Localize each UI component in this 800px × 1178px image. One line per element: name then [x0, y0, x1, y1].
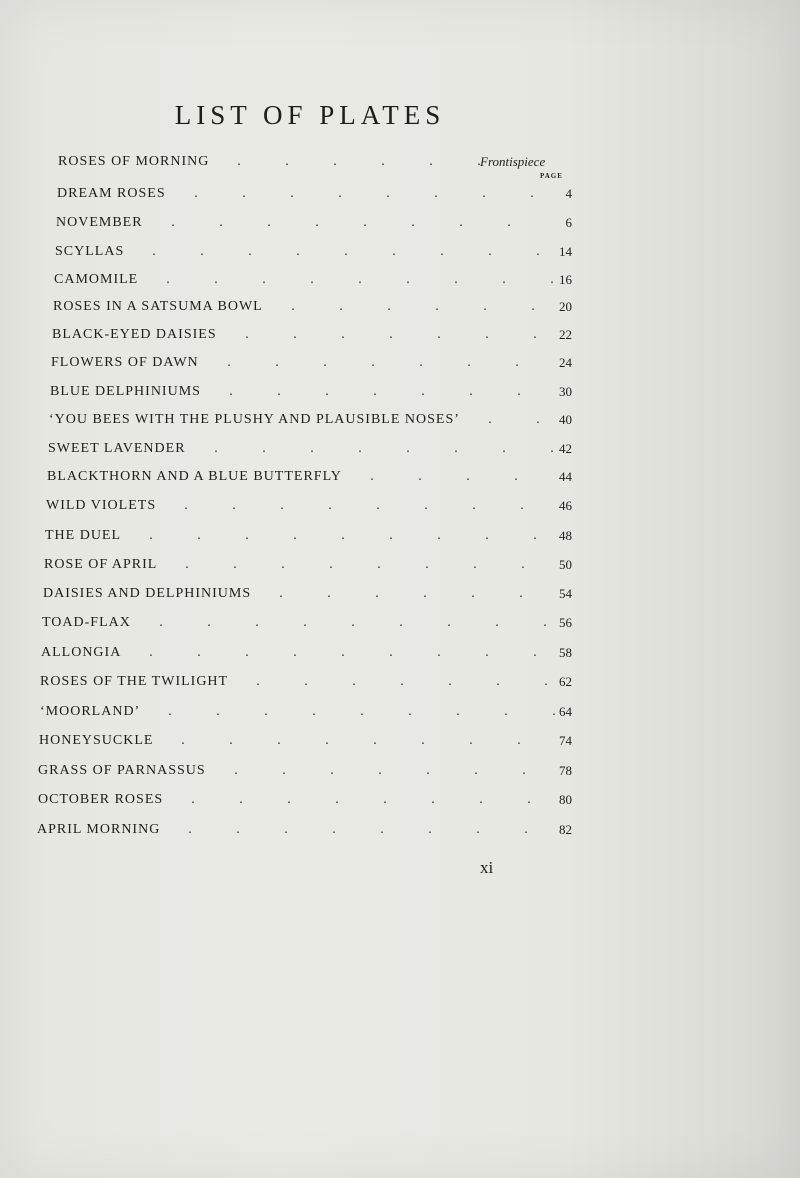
plate-title: ROSES OF MORNING [58, 154, 210, 169]
plate-entry [0, 268, 800, 292]
dot-leader: . . . . . . . . [171, 215, 511, 230]
plate-title: ‘MOORLAND’ [40, 704, 141, 719]
dot-leader: . . . . . . [237, 154, 481, 169]
dot-leader: . . . . . . . . [184, 498, 524, 513]
plate-entry [0, 553, 800, 577]
plate-page-number: 82 [559, 822, 572, 837]
dot-leader: . . . . . . . . . [168, 704, 556, 719]
plate-title: DAISIES AND DELPHINIUMS [43, 586, 252, 601]
plate-page-number: 80 [559, 792, 572, 807]
dot-leader: . . . . . . . . [188, 822, 528, 837]
plate-entry [0, 182, 800, 206]
plate-title: ROSES IN A SATSUMA BOWL [53, 299, 263, 314]
plate-entry [0, 818, 800, 842]
plate-page-number: 56 [559, 615, 572, 630]
plate-title: ALLONGIA [41, 645, 122, 660]
plate-page-number: 54 [559, 586, 572, 601]
plate-title: BLACK-EYED DAISIES [52, 327, 217, 342]
dot-leader: . . . . . . . . . [149, 528, 537, 543]
dot-leader: . . . . . . . . . [149, 645, 537, 660]
plate-entry [0, 494, 800, 518]
plate-entry [0, 380, 800, 404]
plate-page-number: 20 [559, 299, 572, 314]
plate-entry [0, 465, 800, 489]
plate-page-number: 24 [559, 355, 572, 370]
plate-title: THE DUEL [45, 528, 122, 543]
plate-entry [0, 582, 800, 606]
dot-leader: . . . . . . . [229, 384, 521, 399]
plate-title: SCYLLAS [55, 244, 125, 259]
dot-leader: . . . . . . [291, 299, 535, 314]
plate-entry [0, 788, 800, 812]
plate-title: ROSES OF THE TWILIGHT [40, 674, 229, 689]
dot-leader: . . . . . . . [245, 327, 537, 342]
plate-title: HONEYSUCKLE [39, 733, 154, 748]
plate-page-number: 6 [565, 215, 572, 230]
plate-title: BLACKTHORN AND A BLUE BUTTERFLY [47, 469, 342, 484]
plate-page-number: 64 [559, 704, 572, 719]
plate-title: BLUE DELPHINIUMS [50, 384, 201, 399]
dot-leader: . . . . . . . . [191, 792, 531, 807]
plate-entry [0, 295, 800, 319]
dot-leader: . . . . . . . . [185, 557, 525, 572]
plate-title: APRIL MORNING [37, 822, 161, 837]
plate-entry [0, 729, 800, 753]
plate-entry [0, 211, 800, 235]
plate-entry [0, 641, 800, 665]
plate-entry [0, 323, 800, 347]
plate-entry [0, 437, 800, 461]
page-column-label: PAGE [540, 172, 563, 180]
plate-entry [0, 351, 800, 375]
frontispiece-label: Frontispiece [480, 154, 546, 169]
plate-entry [0, 759, 800, 783]
dot-leader: . . . . . . . . . [166, 272, 554, 287]
plate-page-number: 48 [559, 528, 572, 543]
plate-title: FLOWERS OF DAWN [51, 355, 199, 370]
plate-title: ‘YOU BEES WITH THE PLUSHY AND PLAUSIBLE NOSES’ [49, 412, 460, 427]
plate-title: NOVEMBER [56, 215, 143, 230]
plate-page-number: 42 [559, 441, 572, 456]
plate-page-number: 74 [559, 733, 572, 748]
plate-title: DREAM ROSES [57, 186, 166, 201]
plate-page-number: 50 [559, 557, 572, 572]
plate-entry [0, 240, 800, 264]
dot-leader: . . . . . . . . . [159, 615, 547, 630]
plate-entry [0, 524, 800, 548]
plate-page-number: 14 [559, 244, 572, 259]
plate-page-number: 44 [559, 469, 572, 484]
dot-leader: . . [488, 412, 540, 427]
plate-title: ROSE OF APRIL [44, 557, 158, 572]
dot-leader: . . . . . . . . [194, 186, 534, 201]
plate-title: TOAD-FLAX [42, 615, 131, 630]
dot-leader: . . . . . . . [227, 355, 519, 370]
dot-leader: . . . . . . . . . [152, 244, 540, 259]
plate-page-number: 22 [559, 327, 572, 342]
plate-page-number: 4 [565, 186, 572, 201]
dot-leader: . . . . . . . . [214, 441, 554, 456]
plate-title: GRASS OF PARNASSUS [38, 763, 206, 778]
plate-entry [0, 150, 800, 174]
dot-leader: . . . . . . [279, 586, 523, 601]
plate-title: WILD VIOLETS [46, 498, 157, 513]
plate-entry [0, 611, 800, 635]
plate-page-number: 46 [559, 498, 572, 513]
plate-title: CAMOMILE [54, 272, 139, 287]
plate-page-number: 40 [559, 412, 572, 427]
plate-page-number: 58 [559, 645, 572, 660]
dot-leader: . . . . . . . [234, 763, 526, 778]
plate-entry [0, 700, 800, 724]
plate-title: SWEET LAVENDER [48, 441, 186, 456]
dot-leader: . . . . [370, 469, 518, 484]
plate-page-number: 30 [559, 384, 572, 399]
page-title: LIST OF PLATES [174, 100, 446, 130]
plate-page-number: 78 [559, 763, 572, 778]
plate-title: OCTOBER ROSES [38, 792, 164, 807]
plate-entry [0, 670, 800, 694]
dot-leader: . . . . . . . [256, 674, 548, 689]
dot-leader: . . . . . . . . [181, 733, 521, 748]
plate-page-number: 62 [559, 674, 572, 689]
plate-entry [0, 408, 800, 432]
page-folio: xi [480, 858, 494, 877]
plate-page-number: 16 [559, 272, 572, 287]
